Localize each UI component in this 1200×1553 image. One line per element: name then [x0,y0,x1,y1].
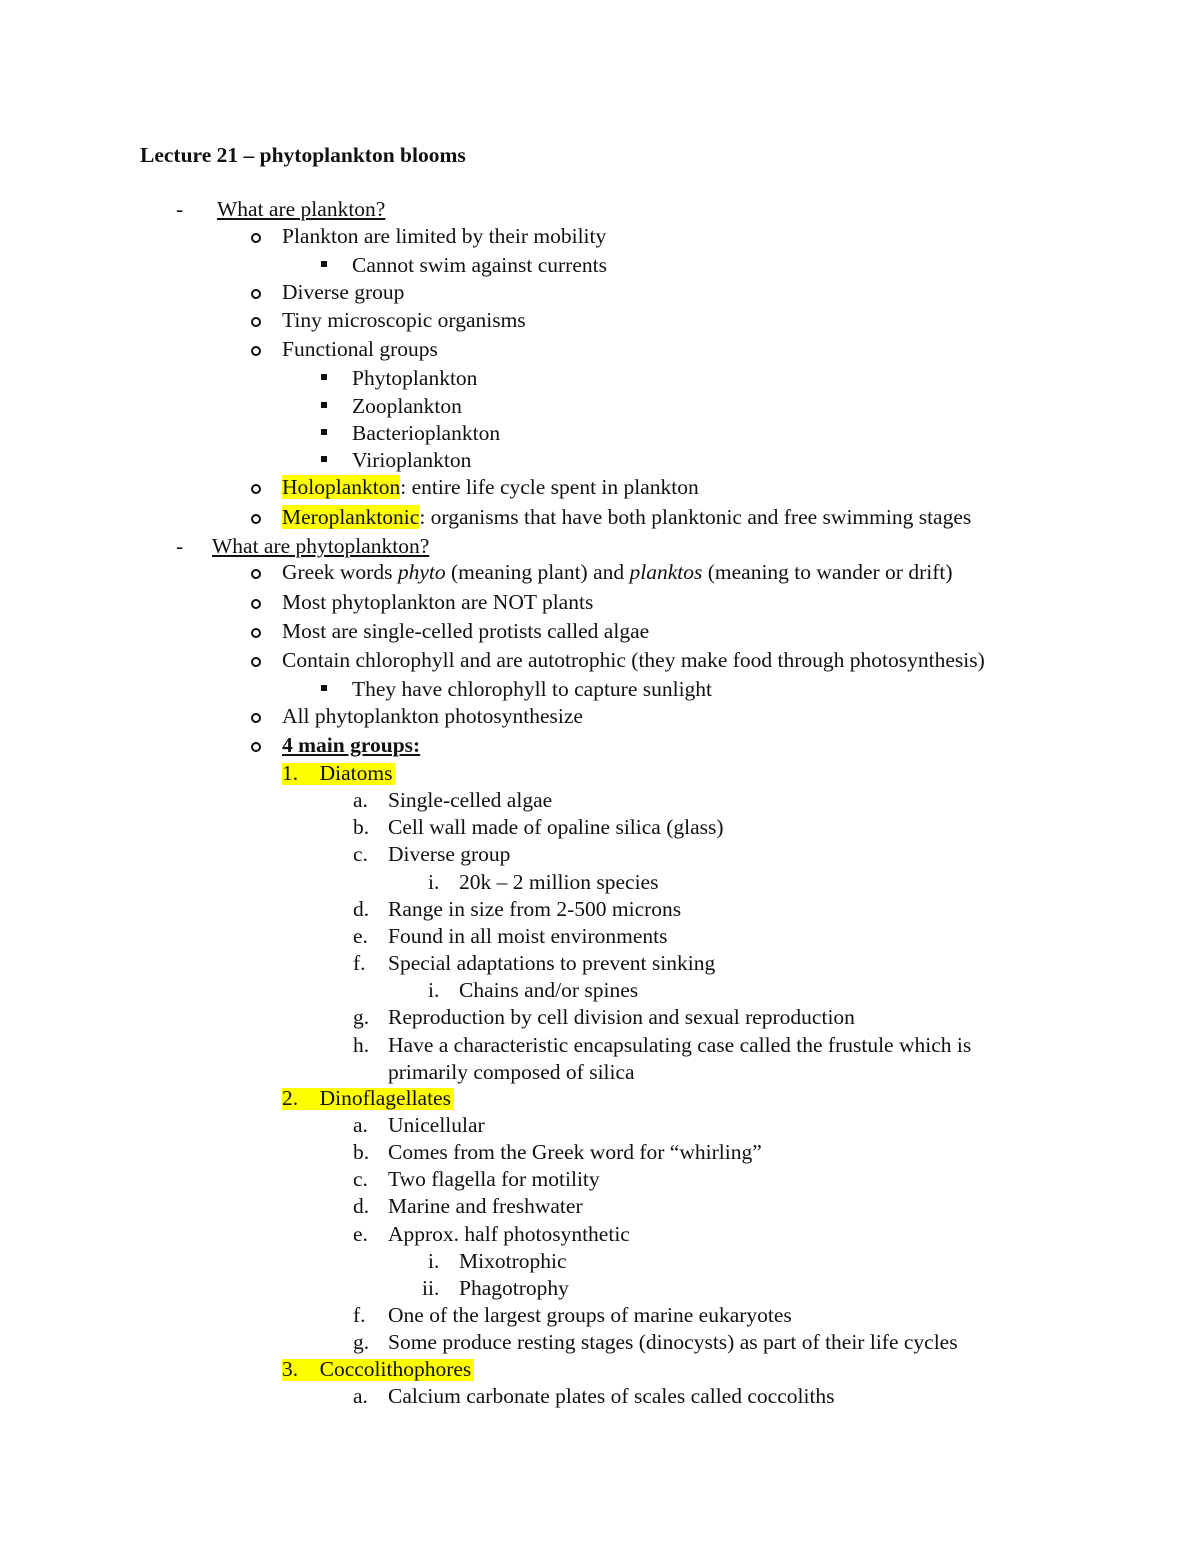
circle-bullet-icon [251,742,261,752]
list-item: Reproduction by cell division and sexual reproduction [388,1005,855,1029]
list-item: Single-celled algae [388,788,553,812]
list-marker: i. [428,870,440,894]
list-item [282,562,953,584]
list-item: Marine and freshwater [388,1194,583,1218]
text-run: (meaning to wander or drift) [702,560,953,584]
list-marker: h. [353,1033,370,1057]
circle-bullet-icon [251,233,261,243]
list-item: All phytoplankton photosynthesize [282,704,583,728]
list-item: Contain chlorophyll and are autotrophic (they make food through photosynthesis) [282,648,985,672]
italic-term: phyto [397,560,446,584]
highlighted-term: Holoplankton [282,475,401,499]
list-item: Bacterioplankton [352,421,501,445]
list-item: They have chlorophyll to capture sunlight [352,677,713,701]
group-name: Dinoflagellates [319,1086,451,1110]
list-marker: e. [353,1222,368,1246]
list-marker: a. [353,788,368,812]
list-item: Virioplankton [352,448,472,472]
list-marker: d. [353,897,370,921]
text-run: Greek words [282,560,398,584]
page-title: Lecture 21 – phytoplankton blooms [140,143,466,167]
circle-bullet-icon [251,289,261,299]
list-marker: a. [353,1384,368,1408]
list-marker: i. [428,978,440,1002]
list-item: Phagotrophy [459,1276,569,1300]
list-marker: b. [353,815,370,839]
list-marker: g. [353,1330,370,1354]
section-heading-plankton: What are plankton? [217,197,386,221]
list-item: Mixotrophic [459,1249,567,1273]
circle-bullet-icon [251,514,261,524]
text-run: (meaning plant) and [445,560,630,584]
circle-bullet-icon [251,713,261,723]
list-item: Some produce resting stages (dinocysts) as part of their life cycles [388,1330,958,1354]
list-item: Zooplankton [352,394,462,418]
group-name: Coccolithophores [319,1357,472,1381]
list-marker: f. [353,1303,366,1327]
circle-bullet-icon [251,346,261,356]
dash-bullet: - [176,534,184,558]
list-item: Unicellular [388,1113,485,1137]
circle-bullet-icon [251,599,261,609]
list-marker: a. [353,1113,368,1137]
square-bullet-icon [321,429,327,435]
group-number: 3. [282,1357,299,1381]
square-bullet-icon [321,374,327,380]
circle-bullet-icon [251,628,261,638]
list-marker: c. [353,1167,368,1191]
group-heading-dinoflagellates [282,1088,454,1110]
list-item: One of the largest groups of marine eukaryotes [388,1303,792,1327]
circle-bullet-icon [251,484,261,494]
highlighted-term: Meroplanktonic [282,505,420,529]
list-marker: ii. [422,1276,440,1300]
circle-bullet-icon [251,657,261,667]
list-marker: d. [353,1194,370,1218]
list-item: Comes from the Greek word for “whirling” [388,1140,762,1164]
list-marker: i. [428,1249,440,1273]
list-item: Functional groups [282,337,438,361]
list-item: Have a characteristic encapsulating case called the frustule which is [388,1033,972,1057]
circle-bullet-icon [251,317,261,327]
list-item-bold: 4 main groups: [282,733,421,757]
list-marker: g. [353,1005,370,1029]
square-bullet-icon [321,456,327,462]
list-item: Cannot swim against currents [352,253,607,277]
list-item: Diverse group [282,280,405,304]
group-number: 2. [282,1086,299,1110]
list-item: Two flagella for motility [388,1167,600,1191]
list-item: Calcium carbonate plates of scales called coccoliths [388,1384,835,1408]
list-marker: e. [353,924,368,948]
list-item: Diverse group [388,842,511,866]
list-marker: b. [353,1140,370,1164]
definition-text: : organisms that have both planktonic and free swimming stages [419,505,972,529]
italic-term: planktos [629,560,703,584]
list-item: Chains and/or spines [459,978,639,1002]
section-heading-phytoplankton: What are phytoplankton? [212,534,430,558]
square-bullet-icon [321,685,327,691]
list-item: Range in size from 2-500 microns [388,897,682,921]
group-number: 1. [282,761,299,785]
list-item: Found in all moist environments [388,924,668,948]
list-item: Tiny microscopic organisms [282,308,526,332]
list-item [282,507,971,529]
definition-text: : entire life cycle spent in plankton [400,475,699,499]
list-item: Special adaptations to prevent sinking [388,951,716,975]
circle-bullet-icon [251,569,261,579]
list-item: Cell wall made of opaline silica (glass) [388,815,724,839]
group-name: Diatoms [319,761,393,785]
list-item: Most phytoplankton are NOT plants [282,590,594,614]
square-bullet-icon [321,402,327,408]
list-item: Approx. half photosynthetic [388,1222,630,1246]
list-item [282,477,699,499]
list-item: Phytoplankton [352,366,478,390]
group-heading-diatoms [282,763,395,785]
list-marker: f. [353,951,366,975]
group-heading-coccolithophores [282,1359,474,1381]
dash-bullet: - [176,197,184,221]
list-item: Most are single-celled protists called algae [282,619,650,643]
list-item: 20k – 2 million species [459,870,659,894]
list-item-continued: primarily composed of silica [388,1060,635,1084]
list-marker: c. [353,842,368,866]
list-item: Plankton are limited by their mobility [282,224,607,248]
square-bullet-icon [321,261,327,267]
